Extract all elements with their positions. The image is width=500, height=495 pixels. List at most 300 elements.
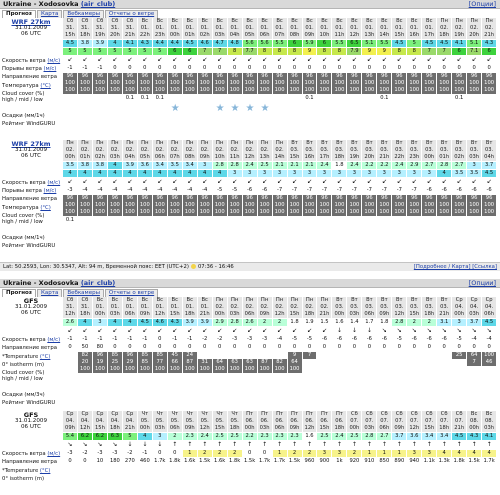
spot-name: Ukraine - Xodosovka <box>3 0 79 8</box>
hour-cell: 12h <box>198 425 213 432</box>
wind-cell: 3.8 <box>78 40 93 47</box>
cloud-cell: 100 <box>138 202 153 209</box>
temp-cell: 4 <box>482 450 497 457</box>
plain-cell: 0 <box>123 344 138 351</box>
arrow-row <box>63 327 497 334</box>
row-label-text: Осадки (мм/1ч) <box>2 113 45 119</box>
hour-cell: 00h <box>467 425 482 432</box>
model-header <box>0 412 62 430</box>
temp-cell: -7 <box>362 187 377 194</box>
wind-direction-icon: ↙ <box>63 178 78 185</box>
wind-cell: 3.4 <box>183 162 198 169</box>
day-cell: Чт <box>198 411 213 418</box>
row-unit-link[interactable]: (м/с) <box>47 58 61 64</box>
model-run-date: 31.01.2009 <box>14 147 48 153</box>
spot-club-link-2[interactable]: (air_club) <box>80 279 116 287</box>
row-label <box>2 235 62 242</box>
footer-location <box>3 263 234 271</box>
plain-cell <box>243 374 258 381</box>
temp-cell: 0 <box>258 65 273 72</box>
cloud-cell <box>362 366 377 373</box>
hour-cell: 17h <box>422 32 437 39</box>
wind-cell: 5.1 <box>362 40 377 47</box>
wind-cell: 3.7 <box>482 162 497 169</box>
row-label-text: Cloud cover (%) <box>2 213 45 219</box>
row-label <box>2 113 62 120</box>
wind-direction-icon: ↙ <box>213 56 228 63</box>
wind-direction-icon: ↙ <box>392 178 407 185</box>
plain-cell: 960 <box>303 458 318 465</box>
wind-cell: 2.2 <box>377 162 392 169</box>
plain-cell: 1.5k <box>198 458 213 465</box>
day-cell: Вс <box>467 411 482 418</box>
hour-cell: 15h <box>407 311 422 318</box>
cloud-cell: 100 <box>168 202 183 209</box>
cloud-cell: 100 <box>407 209 422 216</box>
plain-cell <box>108 217 123 224</box>
plain-cell <box>183 95 198 102</box>
plain-cell <box>392 374 407 381</box>
row-unit-link[interactable]: (м/с) <box>43 188 57 194</box>
wind-direction-icon: ↙ <box>258 327 273 334</box>
cloud-cell: 100 <box>168 80 183 87</box>
date-cell: 01. <box>332 25 347 32</box>
plain-cell: 1.7k <box>482 458 497 465</box>
plain-cell <box>258 95 273 102</box>
row-label <box>2 392 62 399</box>
cloud-cell <box>347 359 362 366</box>
cloud-cell: 100 <box>407 80 422 87</box>
cloud-cell <box>317 359 332 366</box>
cloud-cell: 100 <box>78 202 93 209</box>
row-unit-link[interactable]: (м/с) <box>47 337 61 343</box>
day-cell: Пн <box>78 140 93 147</box>
hour-cell: 09h <box>138 311 153 318</box>
row-unit-link[interactable]: (°C) <box>39 468 51 474</box>
wind-direction-icon: ↙ <box>258 56 273 63</box>
cloud-cell: 19 <box>93 359 108 366</box>
row-label-text: Осадки (мм/1ч) <box>2 235 45 241</box>
date-cell: 01. <box>288 25 303 32</box>
model-run-time: 06 UTC <box>21 424 41 430</box>
date-cell: 04. <box>93 418 108 425</box>
wind-direction-icon: ↙ <box>153 327 168 334</box>
cloud-cell: 96 <box>482 195 497 202</box>
wind-direction-icon: ↙ <box>243 178 258 185</box>
day-cell: Вт <box>288 140 303 147</box>
temp-cell: -6 <box>407 336 422 343</box>
temp-cell: -6 <box>467 187 482 194</box>
wind-direction-icon: ↙ <box>273 56 288 63</box>
temp-cell: -5 <box>228 187 243 194</box>
wind-direction-icon: ↑ <box>332 441 347 448</box>
cloud-cell: 100 <box>228 366 243 373</box>
rating-row <box>63 225 497 237</box>
hour-cell: 09h <box>303 32 318 39</box>
cloud-layer-row <box>63 366 497 373</box>
wind-cell: 9 <box>303 48 318 55</box>
cloud-cell: 96 <box>153 73 168 80</box>
wind-cell: 3.7 <box>467 319 482 326</box>
plain-cell: 80 <box>93 344 108 351</box>
date-cell: 31. <box>108 25 123 32</box>
day-row <box>63 18 497 25</box>
day-cell: Сб <box>123 18 138 25</box>
wind-direction-icon: ↙ <box>273 178 288 185</box>
row-unit-link[interactable]: (°C) <box>40 205 51 211</box>
cloud-cell: 100 <box>467 87 482 94</box>
temp-cell: -1 <box>108 336 123 343</box>
wind-cell: 1.7 <box>362 319 377 326</box>
wind-direction-icon: ↙ <box>362 178 377 185</box>
cloud-cell: 100 <box>93 366 108 373</box>
wind-direction-icon: ↙ <box>317 178 332 185</box>
plain-cell <box>377 374 392 381</box>
cloud-cell: 96 <box>332 195 347 202</box>
plain-cell: 0 <box>108 344 123 351</box>
day-cell: Ср <box>123 411 138 418</box>
day-cell: Вс <box>198 18 213 25</box>
cloud-cell <box>258 352 273 359</box>
temp-cell: 2 <box>228 450 243 457</box>
plain-cell <box>422 374 437 381</box>
cloud-cell: 100 <box>228 202 243 209</box>
wind-cell: 4.5 <box>452 433 467 440</box>
date-cell: 01. <box>153 25 168 32</box>
plain-cell: 1.8k <box>228 458 243 465</box>
plain-cell: 0.1 <box>123 95 138 102</box>
model-name[interactable]: WRF 27km <box>11 18 51 26</box>
row-label-text: Рейтинг WindGURU <box>2 243 56 249</box>
date-cell: 03. <box>347 147 362 154</box>
wind-cell: 2.3 <box>183 433 198 440</box>
cloud-cell <box>273 352 288 359</box>
plain-cell: 900 <box>317 458 332 465</box>
temp-cell: -3 <box>108 450 123 457</box>
wind-cell: 3.5 <box>467 170 482 177</box>
day-cell: Пн <box>138 140 153 147</box>
plain-cell: 0.1 <box>303 95 318 102</box>
temp-cell: 0 <box>288 65 303 72</box>
date-cell: 06. <box>258 418 273 425</box>
wind-cell: 4 <box>213 170 228 177</box>
date-cell: 01. <box>123 304 138 311</box>
tab-wind-reports-2[interactable]: Отчеты о ветре <box>105 289 158 297</box>
cloud-cell: 100 <box>138 366 153 373</box>
temp-cell: -6 <box>452 187 467 194</box>
plain-row <box>63 458 497 465</box>
cloud-cell: 100 <box>153 202 168 209</box>
spot-club-link[interactable]: (air_club) <box>80 0 116 8</box>
temp-cell: 2 <box>347 450 362 457</box>
tab-webcams[interactable]: Вебкамеры <box>63 10 104 18</box>
hour-cell: 06h <box>258 32 273 39</box>
plain-cell <box>138 217 153 224</box>
wind-cell: 7 <box>422 48 437 55</box>
plain-cell: 270 <box>123 458 138 465</box>
day-cell: Вс <box>168 18 183 25</box>
temp-cell: -1 <box>138 336 153 343</box>
hour-cell: 09h <box>198 154 213 161</box>
wind-direction-icon: ↙ <box>138 327 153 334</box>
row-unit-link[interactable]: (°C) <box>39 354 51 360</box>
cloud-cell <box>392 366 407 373</box>
row-unit-link[interactable]: (м/с) <box>43 66 57 72</box>
hour-cell: 22h <box>138 32 153 39</box>
wind-cell: 5.9 <box>303 40 318 47</box>
hour-cell: 18h <box>108 425 123 432</box>
temp-cell: -6 <box>258 187 273 194</box>
arrow-row <box>63 56 497 63</box>
cloud-cell <box>437 366 452 373</box>
row-label <box>2 354 62 361</box>
cloud-cell: 100 <box>273 202 288 209</box>
date-cell: 02. <box>93 147 108 154</box>
plain-cell <box>168 95 183 102</box>
hour-cell: 06h <box>362 311 377 318</box>
wind-direction-icon: ↙ <box>482 56 497 63</box>
cloud-cell: 63 <box>228 359 243 366</box>
plain-cell <box>153 374 168 381</box>
tab-map[interactable]: Карта <box>37 10 62 18</box>
day-cell: Вс <box>198 297 213 304</box>
cloud-cell: 96 <box>273 73 288 80</box>
date-cell: 01. <box>138 25 153 32</box>
day-cell: Вс <box>108 297 123 304</box>
day-cell: Вт <box>332 297 347 304</box>
cloud-cell: 96 <box>362 195 377 202</box>
wind-cell: 5.5 <box>377 40 392 47</box>
day-cell: Пн <box>467 18 482 25</box>
date-cell: 02. <box>258 147 273 154</box>
cloud-cell: 96 <box>123 195 138 202</box>
wind-direction-icon: ↙ <box>123 178 138 185</box>
wind-direction-icon: ↙ <box>347 178 362 185</box>
rating-star-icon: ★ <box>170 103 180 114</box>
cloud-cell: 100 <box>422 209 437 216</box>
wind-cell: 4.7 <box>213 40 228 47</box>
wind-direction-icon: ↙ <box>168 327 183 334</box>
tab-map-2[interactable]: Карта <box>37 289 62 297</box>
wind-cell: 7.1 <box>467 48 482 55</box>
hour-cell: 15h <box>422 425 437 432</box>
wind-direction-icon: ↙ <box>467 178 482 185</box>
cloud-cell <box>303 366 318 373</box>
day-cell: Сб <box>63 297 78 304</box>
options-link-2[interactable]: [Опции] <box>468 279 496 287</box>
plain-cell <box>228 374 243 381</box>
hour-cell: 07h <box>168 154 183 161</box>
day-cell: Ср <box>452 297 467 304</box>
cloud-cell <box>377 359 392 366</box>
date-cell: 02. <box>288 304 303 311</box>
hour-cell: 21h <box>437 311 452 318</box>
cloud-cell: 100 <box>138 209 153 216</box>
cloud-cell: 96 <box>482 73 497 80</box>
date-cell: 02. <box>273 304 288 311</box>
row-unit-link[interactable]: (м/с) <box>47 180 61 186</box>
wind-direction-icon: ↘ <box>407 327 422 334</box>
wind-direction-icon: ↑ <box>482 441 497 448</box>
cloud-cell: 100 <box>452 209 467 216</box>
plain-cell: 0.1 <box>63 217 78 224</box>
wind-cell: 6.3 <box>108 433 123 440</box>
wind-direction-icon: ↑ <box>183 441 198 448</box>
wind-direction-icon: ↘ <box>63 441 78 448</box>
row-label-text: Cloud cover (%) <box>2 91 45 97</box>
temp-cell: -6 <box>362 336 377 343</box>
plain-cell: 1.7k <box>153 458 168 465</box>
cloud-cell: 96 <box>138 73 153 80</box>
wind-cell: 8 <box>317 48 332 55</box>
cloud-cell: 96 <box>123 352 138 359</box>
cloud-cell: 100 <box>377 202 392 209</box>
cloud-cell: 100 <box>392 209 407 216</box>
day-cell: Пн <box>288 297 303 304</box>
plain-cell: 0 <box>347 344 362 351</box>
hour-cell: 05h <box>138 154 153 161</box>
wind-cell: 3 <box>273 170 288 177</box>
date-cell: 05. <box>183 418 198 425</box>
cloud-cell: 96 <box>377 73 392 80</box>
day-cell: Вт <box>303 140 318 147</box>
date-cell: 05. <box>153 418 168 425</box>
temp-cell: -7 <box>303 187 318 194</box>
hour-cell: 15h <box>288 311 303 318</box>
hour-cell: 14h <box>273 154 288 161</box>
wind-direction-icon: ↓ <box>362 327 377 334</box>
tab-wind-reports[interactable]: Отчеты о ветре <box>105 10 158 18</box>
hour-cell: 15h <box>317 425 332 432</box>
wind-cell: 2.5 <box>317 433 332 440</box>
hour-row <box>63 32 497 39</box>
cloud-cell: 100 <box>362 80 377 87</box>
plain-cell: 0 <box>213 344 228 351</box>
row-unit-link[interactable]: (м/с) <box>47 451 61 457</box>
wind-cell: 6 <box>168 48 183 55</box>
wind-direction-icon: ↙ <box>273 327 288 334</box>
wind-direction-icon: ↙ <box>153 56 168 63</box>
temp-cell: -3 <box>258 336 273 343</box>
row-unit-link[interactable]: (°C) <box>40 83 51 89</box>
wind-cell: 3 <box>303 170 318 177</box>
date-cell: 07. <box>407 418 422 425</box>
wind-cell: 4 <box>123 319 138 326</box>
day-cell: Вт <box>422 297 437 304</box>
plain-row <box>63 95 497 102</box>
plain-cell <box>362 217 377 224</box>
wind-cell: 3.5 <box>63 162 78 169</box>
temp-cell: -4 <box>138 187 153 194</box>
wind-cell: 4.5 <box>422 40 437 47</box>
temp-cell: 0 <box>392 65 407 72</box>
wind-cell: 6.2 <box>93 433 108 440</box>
hour-cell: 03h <box>213 32 228 39</box>
cloud-cell <box>362 359 377 366</box>
cloud-cell: 100 <box>168 87 183 94</box>
wind-cell: 9 <box>362 48 377 55</box>
cloud-cell: 100 <box>63 209 78 216</box>
wind-direction-icon: ↙ <box>303 56 318 63</box>
plain-cell: 0.1 <box>138 95 153 102</box>
wind-cell: 5.1 <box>467 40 482 47</box>
cloud-cell: 82 <box>78 352 93 359</box>
cloud-cell: 100 <box>243 87 258 94</box>
day-cell: Пн <box>213 297 228 304</box>
day-cell: Пн <box>198 140 213 147</box>
options-link[interactable]: [Опции] <box>468 0 496 8</box>
row-label-text: Направление ветра <box>2 196 57 202</box>
wind-direction-icon: ↑ <box>258 441 273 448</box>
tab-forecast[interactable]: Прогноз <box>2 10 36 18</box>
footer-links[interactable]: [Подробнее / Карта] [Ссылка] <box>413 264 497 270</box>
wind-direction-icon: ↑ <box>362 441 377 448</box>
wind-direction-icon: ↙ <box>407 56 422 63</box>
plain-cell <box>93 374 108 381</box>
date-cell: 31. <box>78 304 93 311</box>
row-label-text: Направление ветра <box>2 459 57 465</box>
cloud-cell: 100 <box>108 209 123 216</box>
wind-cell: 6 <box>452 48 467 55</box>
panel-1-footer <box>0 262 500 271</box>
day-cell: Вт <box>377 140 392 147</box>
wind-cell: 5 <box>123 48 138 55</box>
cloud-cell: 100 <box>123 202 138 209</box>
date-cell: 08. <box>482 418 497 425</box>
wind-cell: 2.5 <box>228 433 243 440</box>
plain-cell <box>392 95 407 102</box>
wind-direction-icon: ↘ <box>93 441 108 448</box>
temp-cell: -6 <box>347 336 362 343</box>
plain-cell <box>437 217 452 224</box>
hour-cell: 00h <box>452 311 467 318</box>
cloud-cell: 100 <box>243 366 258 373</box>
row-label-text: Рейтинг WindGURU <box>2 121 56 127</box>
temp-cell: 1 <box>362 450 377 457</box>
wind-cell: 3 <box>243 170 258 177</box>
date-cell: 03. <box>422 147 437 154</box>
day-cell: Вс <box>392 18 407 25</box>
wind-cell: 4 <box>437 170 452 177</box>
date-cell: 02. <box>168 147 183 154</box>
cloud-cell <box>347 352 362 359</box>
hour-cell: 04h <box>228 32 243 39</box>
wind-direction-icon: ↙ <box>78 327 93 334</box>
plain-cell: 50 <box>78 344 93 351</box>
wind-direction-icon: ↙ <box>78 178 93 185</box>
hour-cell: 12h <box>243 154 258 161</box>
cloud-cell <box>347 366 362 373</box>
day-cell: Пт <box>332 411 347 418</box>
tab-webcams-2[interactable]: Вебкамеры <box>63 289 104 297</box>
tab-forecast-2[interactable]: Прогноз <box>2 289 36 297</box>
date-cell: 03. <box>437 304 452 311</box>
cloud-cell: 100 <box>288 87 303 94</box>
cloud-cell: 100 <box>317 87 332 94</box>
day-cell: Вт <box>467 140 482 147</box>
row-label <box>2 476 62 483</box>
date-cell: 04. <box>78 418 93 425</box>
day-cell: Вт <box>347 140 362 147</box>
temp-cell: -4 <box>123 187 138 194</box>
wind-direction-icon: ↘ <box>452 327 467 334</box>
cloud-cell: 96 <box>407 195 422 202</box>
temp-cell: 0 <box>452 65 467 72</box>
day-cell: Вт <box>407 140 422 147</box>
temp-cell: -6 <box>332 336 347 343</box>
model-name[interactable]: WRF 27km <box>11 140 51 148</box>
wind-cell: 4 <box>183 170 198 177</box>
